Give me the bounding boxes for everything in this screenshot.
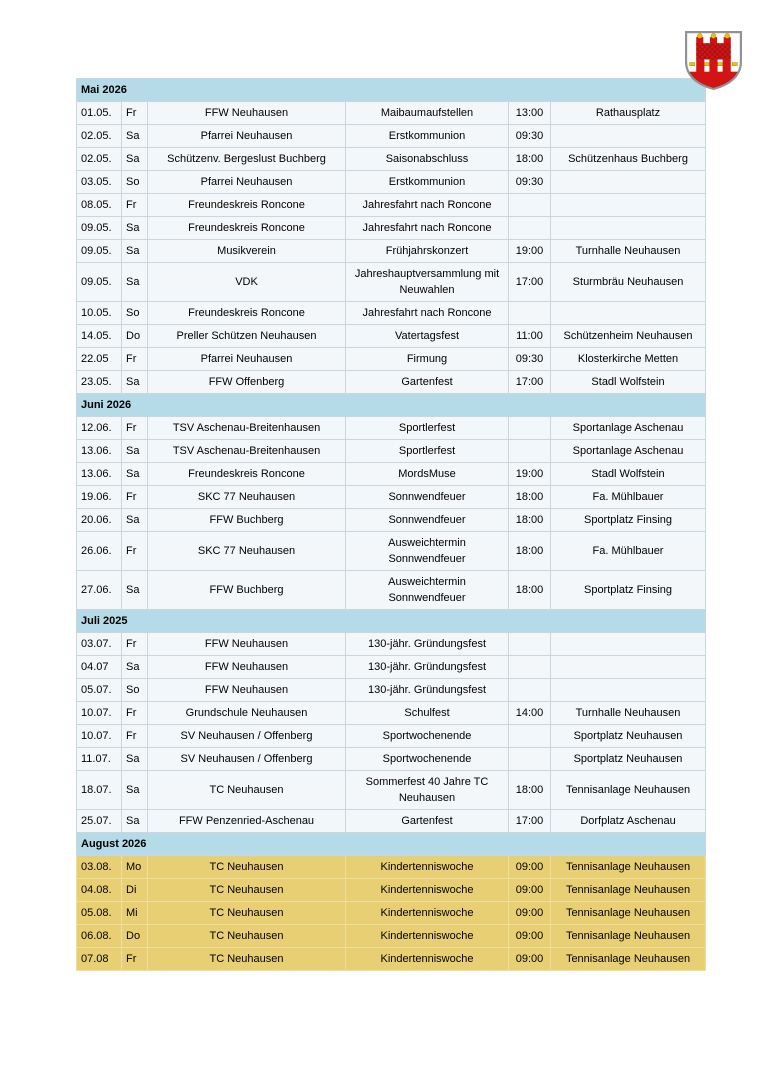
event-cell: Jahresfahrt nach Roncone [346, 217, 509, 240]
time-cell: 13:00 [509, 102, 551, 125]
organizer-cell: FFW Neuhausen [148, 633, 346, 656]
time-cell [509, 417, 551, 440]
date-cell: 03.08. [77, 856, 122, 879]
table-row [77, 748, 706, 771]
organizer-cell: FFW Neuhausen [148, 102, 346, 125]
organizer-cell: Freundeskreis Roncone [148, 217, 346, 240]
table-row [77, 325, 706, 348]
location-cell: Dorfplatz Aschenau [551, 810, 706, 833]
date-cell: 14.05. [77, 325, 122, 348]
table-row [77, 925, 706, 948]
time-cell [509, 302, 551, 325]
location-cell: Sportanlage Aschenau [551, 440, 706, 463]
day-cell: Sa [122, 509, 148, 532]
month-title: August 2026 [77, 833, 706, 856]
date-cell: 22.05 [77, 348, 122, 371]
event-cell: Jahreshauptversammlung mit Neuwahlen [346, 263, 509, 302]
date-cell: 19.06. [77, 486, 122, 509]
event-cell: Sportwochenende [346, 748, 509, 771]
organizer-cell: TC Neuhausen [148, 771, 346, 810]
organizer-cell: TSV Aschenau-Breitenhausen [148, 440, 346, 463]
event-cell: Sportlerfest [346, 417, 509, 440]
organizer-cell: Freundeskreis Roncone [148, 194, 346, 217]
event-cell: Saisonabschluss [346, 148, 509, 171]
municipal-crest-icon [682, 29, 745, 92]
time-cell: 09:30 [509, 125, 551, 148]
event-cell: Firmung [346, 348, 509, 371]
location-cell: Tennisanlage Neuhausen [551, 925, 706, 948]
event-cell: Kindertenniswoche [346, 948, 509, 971]
location-cell [551, 302, 706, 325]
table-row [77, 702, 706, 725]
organizer-cell: FFW Neuhausen [148, 656, 346, 679]
day-cell: So [122, 302, 148, 325]
date-cell: 01.05. [77, 102, 122, 125]
table-row [77, 879, 706, 902]
month-title: Juni 2026 [77, 394, 706, 417]
organizer-cell: Pfarrei Neuhausen [148, 348, 346, 371]
event-cell: Schulfest [346, 702, 509, 725]
location-cell: Fa. Mühlbauer [551, 486, 706, 509]
day-cell: Fr [122, 725, 148, 748]
time-cell: 19:00 [509, 240, 551, 263]
table-row [77, 725, 706, 748]
date-cell: 06.08. [77, 925, 122, 948]
time-cell [509, 194, 551, 217]
table-row [77, 371, 706, 394]
location-cell: Tennisanlage Neuhausen [551, 948, 706, 971]
month-header-row [77, 394, 706, 417]
event-cell: Kindertenniswoche [346, 879, 509, 902]
organizer-cell: TC Neuhausen [148, 879, 346, 902]
location-cell [551, 171, 706, 194]
time-cell [509, 748, 551, 771]
table-row [77, 171, 706, 194]
day-cell: Sa [122, 571, 148, 610]
calendar-body [77, 79, 706, 971]
time-cell: 17:00 [509, 371, 551, 394]
date-cell: 25.07. [77, 810, 122, 833]
location-cell: Tennisanlage Neuhausen [551, 902, 706, 925]
day-cell: Do [122, 925, 148, 948]
organizer-cell: Musikverein [148, 240, 346, 263]
location-cell: Sportanlage Aschenau [551, 417, 706, 440]
date-cell: 05.08. [77, 902, 122, 925]
day-cell: Di [122, 879, 148, 902]
date-cell: 20.06. [77, 509, 122, 532]
event-cell: Kindertenniswoche [346, 902, 509, 925]
day-cell: So [122, 679, 148, 702]
table-row [77, 679, 706, 702]
table-row [77, 948, 706, 971]
time-cell [509, 633, 551, 656]
event-cell: MordsMuse [346, 463, 509, 486]
organizer-cell: Schützenv. Bergeslust Buchberg [148, 148, 346, 171]
organizer-cell: FFW Neuhausen [148, 679, 346, 702]
event-cell: Sonnwendfeuer [346, 486, 509, 509]
table-row [77, 856, 706, 879]
organizer-cell: Freundeskreis Roncone [148, 302, 346, 325]
date-cell: 09.05. [77, 240, 122, 263]
time-cell: 18:00 [509, 532, 551, 571]
table-row [77, 771, 706, 810]
month-title: Juli 2025 [77, 610, 706, 633]
location-cell: Tennisanlage Neuhausen [551, 879, 706, 902]
day-cell: Fr [122, 102, 148, 125]
day-cell: Fr [122, 532, 148, 571]
date-cell: 07.08 [77, 948, 122, 971]
event-cell: Vatertagsfest [346, 325, 509, 348]
day-cell: Sa [122, 440, 148, 463]
table-row [77, 532, 706, 571]
day-cell: Sa [122, 810, 148, 833]
day-cell: Mi [122, 902, 148, 925]
day-cell: Sa [122, 148, 148, 171]
time-cell: 09:30 [509, 348, 551, 371]
day-cell: Sa [122, 463, 148, 486]
organizer-cell: TC Neuhausen [148, 925, 346, 948]
organizer-cell: TC Neuhausen [148, 902, 346, 925]
event-calendar-table [76, 78, 706, 971]
event-cell: Gartenfest [346, 810, 509, 833]
table-row [77, 217, 706, 240]
event-cell: 130-jähr. Gründungsfest [346, 656, 509, 679]
time-cell: 18:00 [509, 509, 551, 532]
table-row [77, 148, 706, 171]
location-cell: Tennisanlage Neuhausen [551, 771, 706, 810]
table-row [77, 810, 706, 833]
location-cell: Schützenheim Neuhausen [551, 325, 706, 348]
table-row [77, 463, 706, 486]
location-cell: Schützenhaus Buchberg [551, 148, 706, 171]
day-cell: Sa [122, 771, 148, 810]
date-cell: 02.05. [77, 148, 122, 171]
time-cell [509, 679, 551, 702]
date-cell: 12.06. [77, 417, 122, 440]
day-cell: Sa [122, 240, 148, 263]
date-cell: 03.05. [77, 171, 122, 194]
time-cell: 18:00 [509, 148, 551, 171]
castle-shield-icon [682, 29, 745, 92]
date-cell: 09.05. [77, 263, 122, 302]
day-cell: Sa [122, 656, 148, 679]
month-header-row [77, 833, 706, 856]
location-cell: Rathausplatz [551, 102, 706, 125]
time-cell: 17:00 [509, 810, 551, 833]
time-cell: 14:00 [509, 702, 551, 725]
event-cell: Kindertenniswoche [346, 925, 509, 948]
event-cell: Frühjahrskonzert [346, 240, 509, 263]
time-cell: 09:00 [509, 902, 551, 925]
time-cell: 11:00 [509, 325, 551, 348]
time-cell: 09:00 [509, 856, 551, 879]
event-cell: Sonnwendfeuer [346, 509, 509, 532]
time-cell [509, 656, 551, 679]
date-cell: 10.07. [77, 702, 122, 725]
table-row [77, 240, 706, 263]
location-cell: Sportplatz Neuhausen [551, 748, 706, 771]
event-cell: Ausweichtermin Sonnwendfeuer [346, 532, 509, 571]
location-cell [551, 194, 706, 217]
date-cell: 27.06. [77, 571, 122, 610]
organizer-cell: Freundeskreis Roncone [148, 463, 346, 486]
event-cell: Maibaumaufstellen [346, 102, 509, 125]
time-cell [509, 440, 551, 463]
table-row [77, 302, 706, 325]
day-cell: Fr [122, 948, 148, 971]
time-cell: 18:00 [509, 486, 551, 509]
location-cell [551, 217, 706, 240]
organizer-cell: FFW Buchberg [148, 509, 346, 532]
date-cell: 13.06. [77, 440, 122, 463]
event-cell: Kindertenniswoche [346, 856, 509, 879]
location-cell: Sportplatz Finsing [551, 571, 706, 610]
day-cell: Sa [122, 371, 148, 394]
location-cell [551, 656, 706, 679]
table-row [77, 102, 706, 125]
table-row [77, 194, 706, 217]
date-cell: 26.06. [77, 532, 122, 571]
event-cell: Gartenfest [346, 371, 509, 394]
organizer-cell: SKC 77 Neuhausen [148, 532, 346, 571]
event-cell: Jahresfahrt nach Roncone [346, 302, 509, 325]
location-cell: Stadl Wolfstein [551, 463, 706, 486]
month-title: Mai 2026 [77, 79, 706, 102]
table-row [77, 417, 706, 440]
day-cell: Fr [122, 194, 148, 217]
event-cell: Erstkommunion [346, 171, 509, 194]
time-cell: 09:00 [509, 925, 551, 948]
organizer-cell: Preller Schützen Neuhausen [148, 325, 346, 348]
location-cell [551, 125, 706, 148]
day-cell: Do [122, 325, 148, 348]
date-cell: 10.07. [77, 725, 122, 748]
table-row [77, 125, 706, 148]
date-cell: 04.08. [77, 879, 122, 902]
location-cell: Sportplatz Finsing [551, 509, 706, 532]
event-cell: 130-jähr. Gründungsfest [346, 633, 509, 656]
table-row [77, 571, 706, 610]
organizer-cell: FFW Buchberg [148, 571, 346, 610]
event-cell: Sportwochenende [346, 725, 509, 748]
table-row [77, 656, 706, 679]
date-cell: 11.07. [77, 748, 122, 771]
month-header-row [77, 79, 706, 102]
organizer-cell: SV Neuhausen / Offenberg [148, 725, 346, 748]
organizer-cell: FFW Offenberg [148, 371, 346, 394]
location-cell [551, 633, 706, 656]
location-cell: Klosterkirche Metten [551, 348, 706, 371]
date-cell: 02.05. [77, 125, 122, 148]
day-cell: Fr [122, 486, 148, 509]
location-cell [551, 679, 706, 702]
time-cell: 09:30 [509, 171, 551, 194]
organizer-cell: FFW Penzenried-Aschenau [148, 810, 346, 833]
date-cell: 04.07 [77, 656, 122, 679]
day-cell: Mo [122, 856, 148, 879]
organizer-cell: TC Neuhausen [148, 856, 346, 879]
organizer-cell: Pfarrei Neuhausen [148, 171, 346, 194]
organizer-cell: SKC 77 Neuhausen [148, 486, 346, 509]
date-cell: 18.07. [77, 771, 122, 810]
event-cell: Sportlerfest [346, 440, 509, 463]
location-cell: Turnhalle Neuhausen [551, 702, 706, 725]
time-cell: 19:00 [509, 463, 551, 486]
date-cell: 23.05. [77, 371, 122, 394]
table-row [77, 486, 706, 509]
day-cell: Sa [122, 263, 148, 302]
day-cell: Fr [122, 633, 148, 656]
location-cell: Sportplatz Neuhausen [551, 725, 706, 748]
event-cell: Erstkommunion [346, 125, 509, 148]
time-cell: 09:00 [509, 879, 551, 902]
event-cell: Ausweichtermin Sonnwendfeuer [346, 571, 509, 610]
day-cell: Sa [122, 125, 148, 148]
location-cell: Fa. Mühlbauer [551, 532, 706, 571]
table-row [77, 902, 706, 925]
day-cell: Sa [122, 748, 148, 771]
organizer-cell: TSV Aschenau-Breitenhausen [148, 417, 346, 440]
date-cell: 03.07. [77, 633, 122, 656]
location-cell: Sturmbräu Neuhausen [551, 263, 706, 302]
location-cell: Stadl Wolfstein [551, 371, 706, 394]
day-cell: Fr [122, 702, 148, 725]
time-cell: 09:00 [509, 948, 551, 971]
time-cell: 18:00 [509, 771, 551, 810]
date-cell: 09.05. [77, 217, 122, 240]
day-cell: Fr [122, 417, 148, 440]
event-cell: 130-jähr. Gründungsfest [346, 679, 509, 702]
organizer-cell: VDK [148, 263, 346, 302]
organizer-cell: SV Neuhausen / Offenberg [148, 748, 346, 771]
location-cell: Turnhalle Neuhausen [551, 240, 706, 263]
date-cell: 10.05. [77, 302, 122, 325]
time-cell: 17:00 [509, 263, 551, 302]
location-cell: Tennisanlage Neuhausen [551, 856, 706, 879]
table-row [77, 348, 706, 371]
date-cell: 08.05. [77, 194, 122, 217]
time-cell [509, 725, 551, 748]
month-header-row [77, 610, 706, 633]
date-cell: 13.06. [77, 463, 122, 486]
time-cell: 18:00 [509, 571, 551, 610]
time-cell [509, 217, 551, 240]
organizer-cell: TC Neuhausen [148, 948, 346, 971]
day-cell: Sa [122, 217, 148, 240]
day-cell: So [122, 171, 148, 194]
table-row [77, 509, 706, 532]
table-row [77, 440, 706, 463]
event-cell: Jahresfahrt nach Roncone [346, 194, 509, 217]
table-row [77, 263, 706, 302]
table-row [77, 633, 706, 656]
date-cell: 05.07. [77, 679, 122, 702]
organizer-cell: Grundschule Neuhausen [148, 702, 346, 725]
day-cell: Fr [122, 348, 148, 371]
event-cell: Sommerfest 40 Jahre TC Neuhausen [346, 771, 509, 810]
organizer-cell: Pfarrei Neuhausen [148, 125, 346, 148]
